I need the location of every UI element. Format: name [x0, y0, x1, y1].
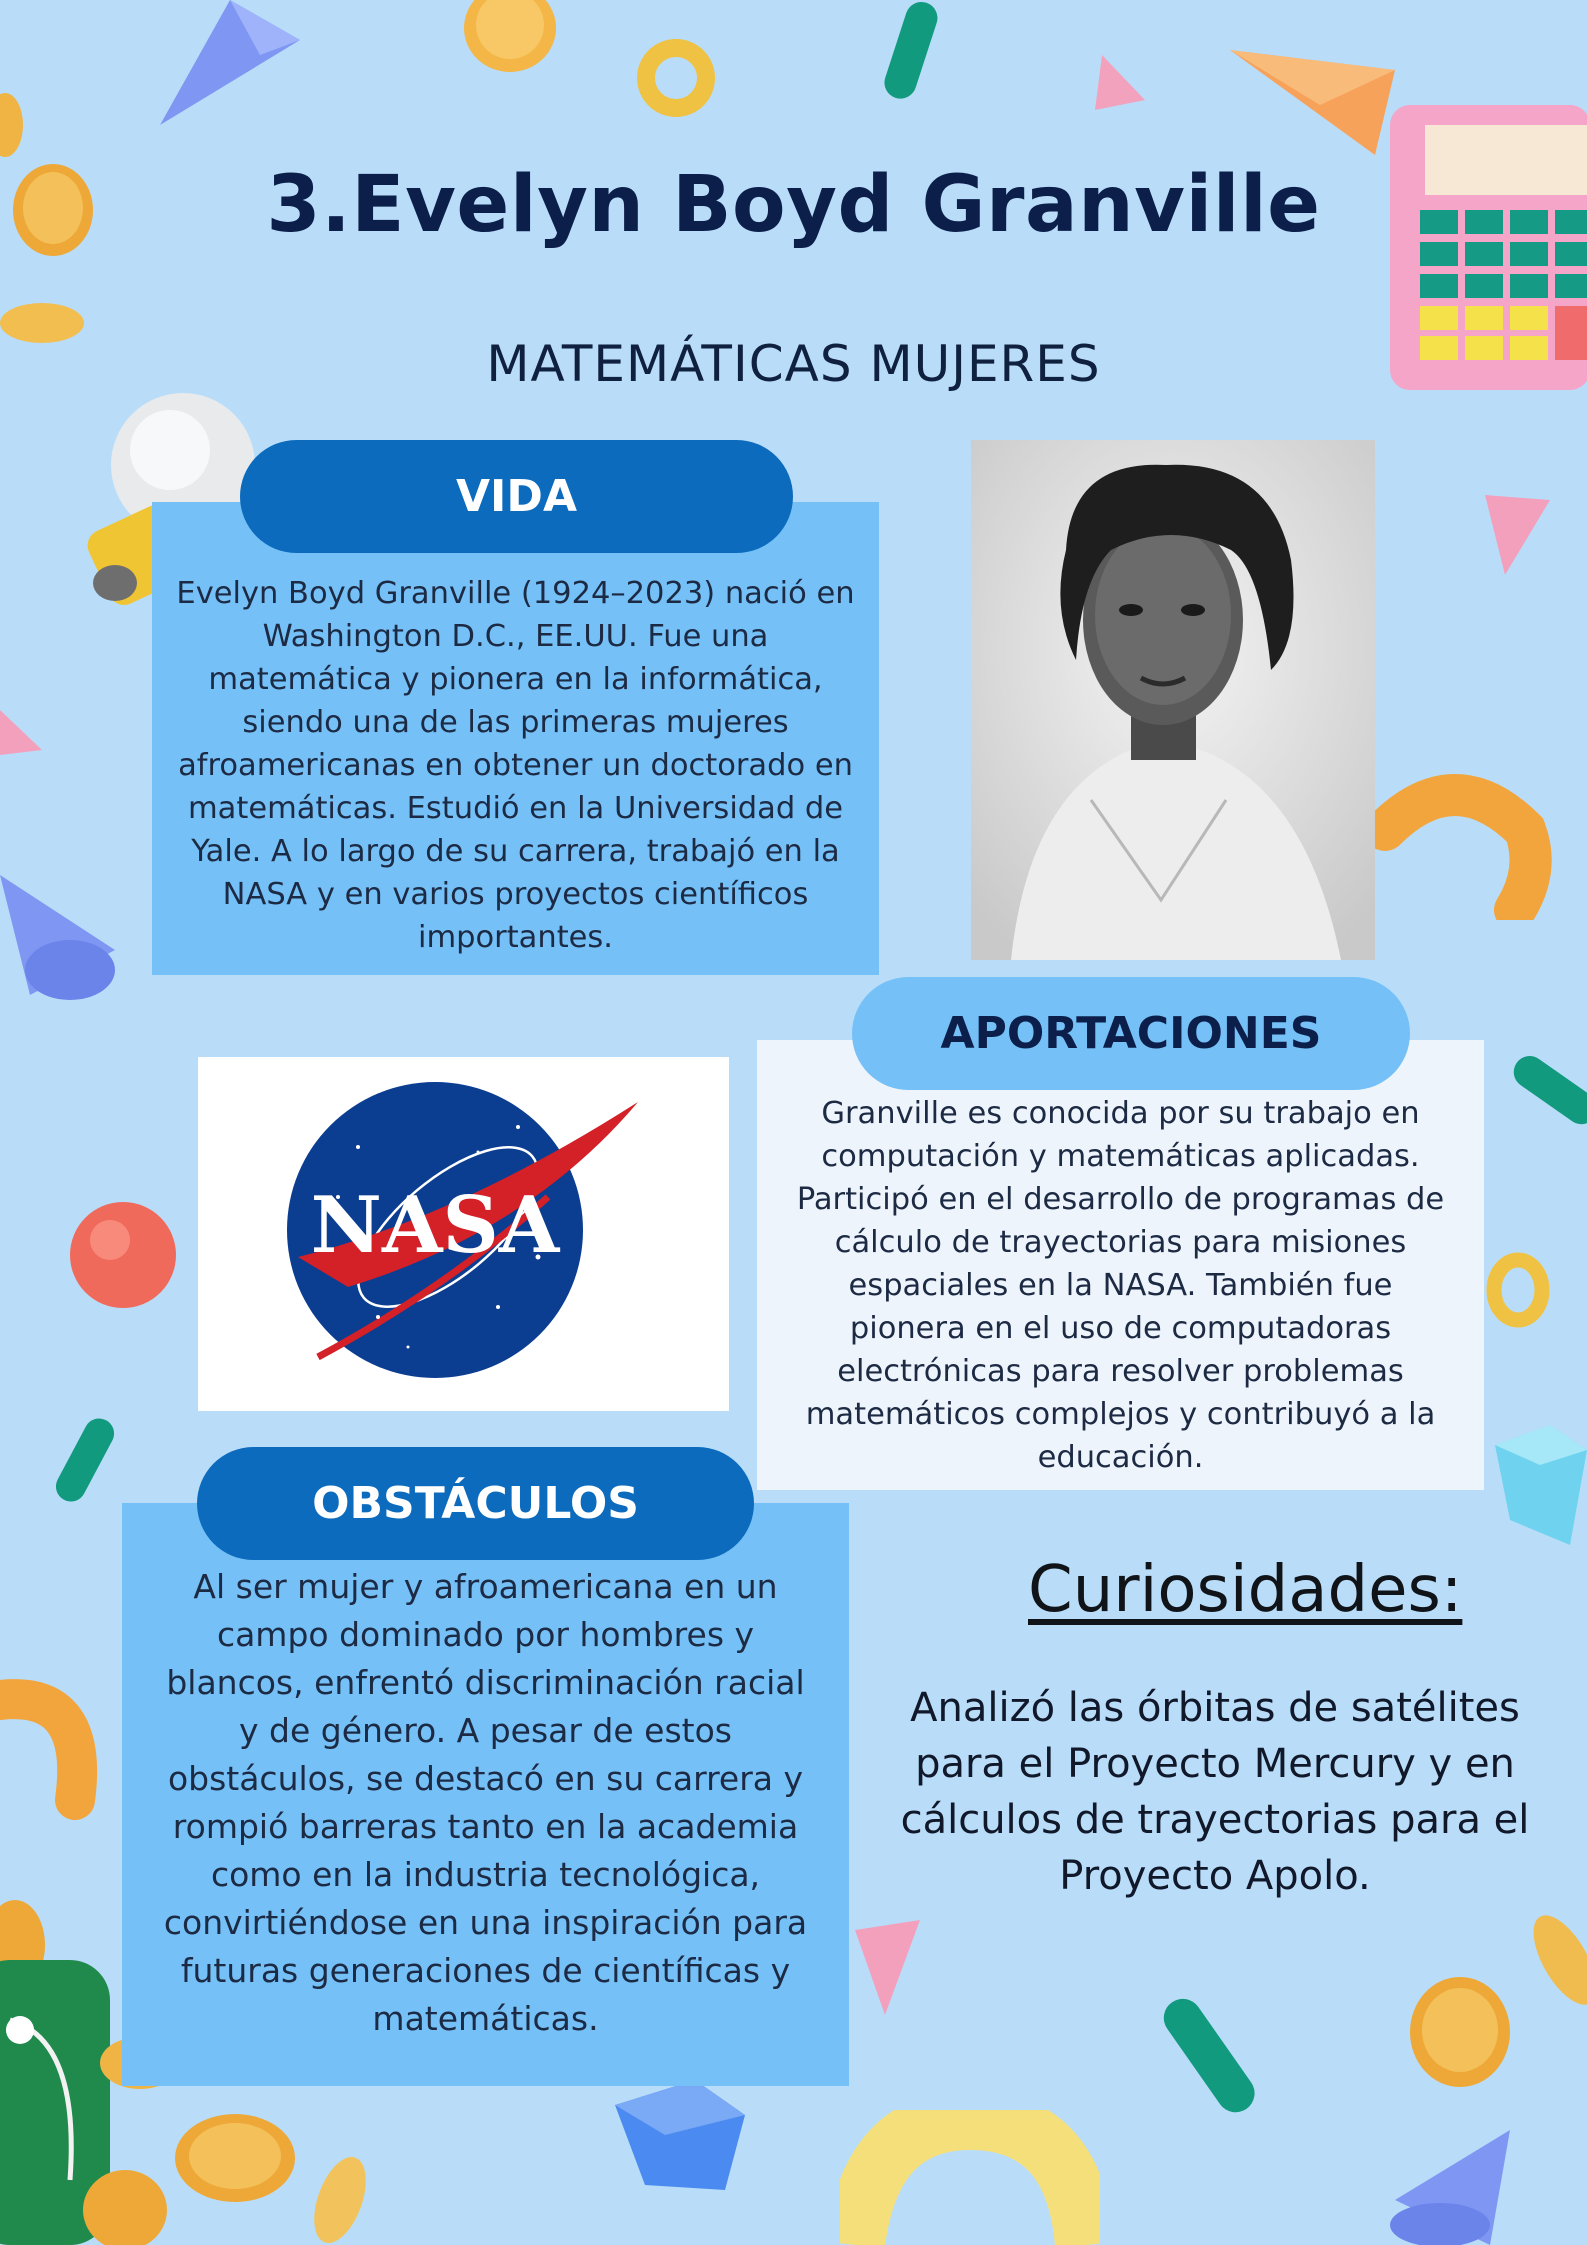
cone-icon	[150, 0, 310, 130]
coin-icon	[1520, 1905, 1587, 2015]
pyramid-icon	[0, 700, 45, 760]
aportaciones-box	[757, 1040, 1484, 1490]
vida-text: Evelyn Boyd Granville (1924–2023) nació en Washington D.C., EE.UU. Fue una matemática y pionera en la informática, siendo una de las primeras mujeres afroamericanas en obtener un doctorado en matemáticas. Estudió en la Universidad de Yale. A lo largo de su carrera, trabajó en la NASA y en varios proyectos científicos importantes.	[176, 576, 855, 955]
curiosidades-text: Analizó las órbitas de satélites para el Proyecto Mercury y en cálculos de trayectorias para el Proyecto Apolo.	[900, 1685, 1530, 1899]
cylinder-icon	[1150, 1985, 1270, 2125]
page-subtitle: MATEMÁTICAS MUJERES	[486, 335, 1101, 393]
nasa-logo	[198, 1057, 729, 1411]
aportaciones-heading: APORTACIONES	[852, 977, 1410, 1090]
pyramid-icon	[1475, 490, 1555, 580]
curiosidades-heading: Curiosidades:	[1028, 1553, 1463, 1627]
coin-icon	[0, 80, 30, 170]
coin-icon	[170, 2110, 300, 2205]
pyramid-icon	[845, 1915, 925, 2025]
obstaculos-text: Al ser mujer y afroamericana en un campo dominado por hombres y blancos, enfrentó discriminación racial y de género. A pesar de estos obstáculos, se destacó en su carrera y rompió barreras tanto en la academia como en la industria tecnológica, convirtiéndose en una inspiración para futuras generaciones de científicas y matemáticas.	[163, 1567, 808, 2038]
aportaciones-text: Granville es conocida por su trabajo en computación y matemáticas aplicadas. Participó en el desarrollo de programas de cálculo de trayectorias para misiones espaciales en la NASA. También fue pionera en el uso de computadoras electrónicas para resolver problemas matemáticos complejos y contribuyó a la educación.	[796, 1096, 1445, 1475]
ring-icon	[636, 38, 716, 118]
nasa-logo-text: NASA	[310, 1180, 560, 1271]
pasta-icon	[0, 1670, 115, 1820]
coin-icon	[460, 0, 560, 75]
ring-icon	[1483, 1250, 1553, 1330]
vida-box	[152, 502, 879, 975]
nasa-logo-card	[198, 1057, 729, 1411]
cone-icon	[0, 860, 120, 1000]
cube-icon	[605, 2075, 750, 2195]
cone-icon	[1385, 2130, 1515, 2245]
coin-icon	[305, 2150, 375, 2245]
gem-icon	[1490, 1425, 1587, 1550]
obstaculos-heading: OBSTÁCULOS	[197, 1447, 754, 1560]
page-title: 3.Evelyn Boyd Granville	[266, 160, 1321, 250]
pyramid-icon	[1090, 55, 1150, 115]
portrait-photo	[971, 440, 1375, 960]
sphere-icon	[68, 1200, 178, 1310]
cylinder-icon	[870, 0, 950, 110]
coin-icon	[80, 2160, 170, 2245]
paper-plane-icon	[1230, 45, 1400, 160]
cylinder-icon	[45, 1410, 125, 1510]
obstaculos-box	[122, 1503, 849, 2086]
torus-icon	[840, 2110, 1100, 2245]
vida-heading: VIDA	[240, 440, 793, 553]
coin-icon	[1405, 1975, 1515, 2090]
cylinder-icon	[1500, 1040, 1587, 1140]
pasta-icon	[1375, 770, 1555, 920]
